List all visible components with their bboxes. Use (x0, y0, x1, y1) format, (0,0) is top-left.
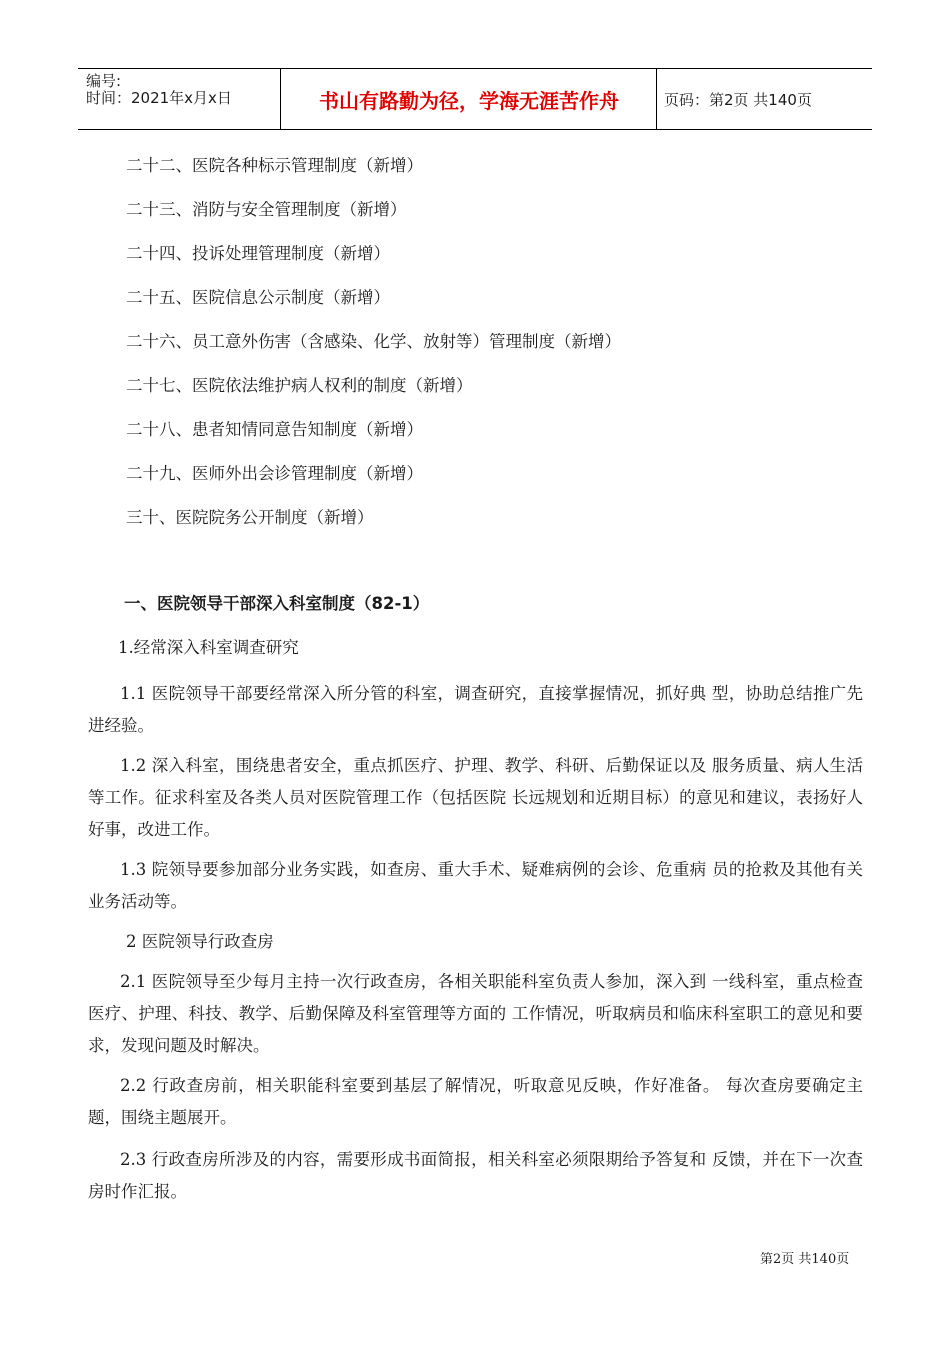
header-divider (280, 69, 281, 129)
paragraph: 2.2 行政查房前，相关职能科室要到基层了解情况，听取意见反映，作好准备。 每次查房要确定主题，围绕主题展开。 (88, 1076, 863, 1127)
toc-item: 二十七、医院依法维护病人权利的制度（新增） (126, 376, 473, 395)
header-page-info: 页码：第2页 共140页 (664, 90, 812, 109)
subsection-heading: 1.经常深入科室调查研究 (118, 638, 299, 657)
paragraph: 2.1 医院领导至少每月主持一次行政查房，各相关职能科室负责人参加，深入到 一线科室，重点检查医疗、护理、科技、教学、后勤保障及科室管理等方面的 工作情况，听取病员和临床科室职工的意见和要求，发现问题及时解决。 (88, 972, 863, 1055)
doc-number-label: 编号: (86, 72, 122, 90)
doc-time-label: 时间：2021年x月x日 (86, 89, 232, 107)
page-header (78, 68, 872, 130)
paragraph: 2.3 行政查房所涉及的内容，需要形成书面简报，相关科室必须限期给予答复和 反馈，并在下一次查房时作汇报。 (88, 1150, 863, 1201)
toc-item: 二十三、消防与安全管理制度（新增） (126, 200, 407, 219)
paragraph: 1.1 医院领导干部要经常深入所分管的科室，调查研究，直接掌握情况，抓好典 型，协助总结推广先进经验。 (88, 684, 863, 735)
page-footer: 第2页 共140页 (760, 1252, 850, 1267)
subsection-heading: 2 医院领导行政查房 (126, 932, 274, 951)
toc-item: 二十六、员工意外伤害（含感染、化学、放射等）管理制度（新增） (126, 332, 621, 351)
toc-item: 二十八、患者知情同意告知制度（新增） (126, 420, 423, 439)
paragraph: 1.2 深入科室，围绕患者安全，重点抓医疗、护理、教学、科研、后勤保证以及 服务质量、病人生活等工作。征求科室及各类人员对医院管理工作（包括医院 长远规划和近期目标）的意见和建议，表扬好人好事，改进工作。 (88, 756, 863, 839)
toc-list (126, 150, 621, 546)
toc-item: 三十、医院院务公开制度（新增） (126, 508, 374, 527)
toc-item: 二十九、医师外出会诊管理制度（新增） (126, 464, 423, 483)
toc-item: 二十五、医院信息公示制度（新增） (126, 288, 390, 307)
toc-item: 二十四、投诉处理管理制度（新增） (126, 244, 390, 263)
toc-item: 二十二、医院各种标示管理制度（新增） (126, 156, 423, 175)
paragraph: 1.3 院领导要参加部分业务实践，如查房、重大手术、疑难病例的会诊、危重病 员的抢救及其他有关业务活动等。 (88, 860, 863, 911)
header-motto: 书山有路勤为径，学海无涯苦作舟 (319, 88, 619, 113)
header-divider (656, 69, 657, 129)
section-title: 一、医院领导干部深入科室制度（82-1） (124, 594, 430, 613)
header-meta-cell (78, 69, 280, 129)
